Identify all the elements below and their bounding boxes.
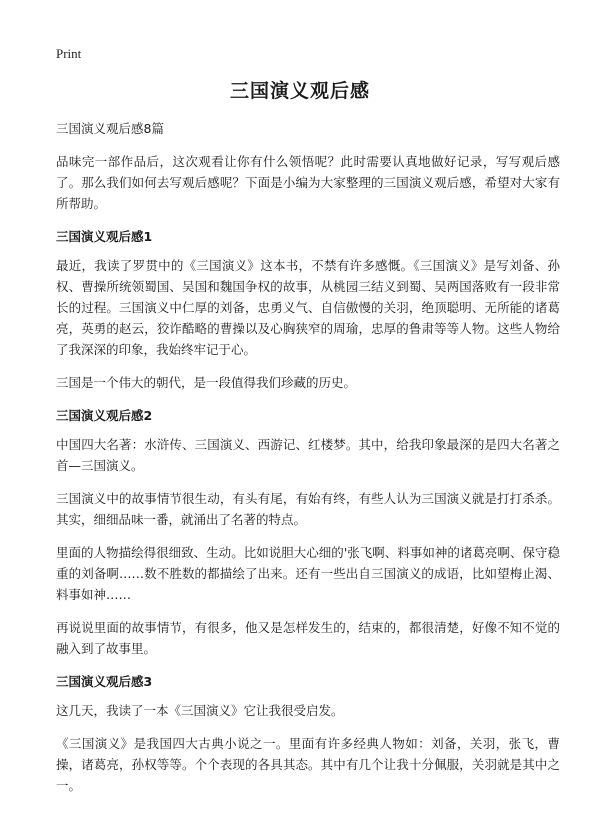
paragraph: 三国是一个伟大的朝代，是一段值得我们珍藏的历史。 bbox=[56, 375, 357, 390]
paragraph: 再说说里面的故事情节，有很多，他又是怎样发生的，结束的，都很清楚，好像不知不觉的融入到了故事里。 bbox=[56, 620, 560, 656]
article-body bbox=[56, 118, 560, 808]
paragraph: 三国演义中的故事情节很生动，有头有尾，有始有终，有些人认为三国演义就是打打杀杀。其实，细细品味一番，就涌出了名著的特点。 bbox=[56, 491, 560, 527]
paragraph: 中国四大名著：水浒传、三国演义、西游记、红楼梦。其中，给我印象最深的是四大名著之首—三国演义。 bbox=[56, 437, 560, 473]
page-title: 三国演义观后感 bbox=[229, 80, 370, 102]
article-subtitle: 三国演义观后感8篇 bbox=[56, 121, 164, 136]
section-heading-1: 三国演义观后感1 bbox=[56, 229, 153, 244]
paragraph: 《三国演义》是我国四大古典小说之一。里面有许多经典人物如：刘备，关羽，张飞，曹操，诸葛亮，孙权等等。个个表现的各具其态。其中有几个让我十分佩服，关羽就是其中之一。 bbox=[56, 736, 560, 793]
paragraph: 最近，我读了罗贯中的《三国演义》这本书，不禁有许多感慨。《三国演义》是写刘备、孙权、曹操所统领蜀国、吴国和魏国争权的故事，从桃园三结义到蜀、吴两国落败有一段非常长的过程。三国演义中仁厚的刘备，忠勇义气、自信傲慢的关羽，绝顶聪明、无所能的诸葛亮，英勇的赵云，狡诈酷略的曹操以及心胸狭窄的周瑜，忠厚的鲁肃等等人物。这些人物给了我深深的印象，我始终牢记于心。 bbox=[56, 258, 560, 357]
print-link[interactable]: Print bbox=[56, 46, 82, 61]
intro-paragraph: 品味完一部作品后，这次观看让你有什么领悟呢？此时需要认真地做好记录，写写观后感了。那么我们如何去写观后感呢？下面是小编为大家整理的三国演义观后感，希望对大家有所帮助。 bbox=[56, 154, 560, 211]
section-heading-3: 三国演义观后感3 bbox=[56, 674, 153, 689]
paragraph: 这几天，我读了一本《三国演义》它让我很受启发。 bbox=[56, 703, 344, 718]
section-heading-2: 三国演义观后感2 bbox=[56, 408, 153, 423]
paragraph: 里面的人物描绘得很细致、生动。比如说胆大心细的'张飞啊、料事如神的诸葛亮啊、保守稳重的刘备啊……数不胜数的都描绘了出来。还有一些出自三国演义的成语，比如望梅止渴、料事如神…… bbox=[56, 545, 560, 602]
